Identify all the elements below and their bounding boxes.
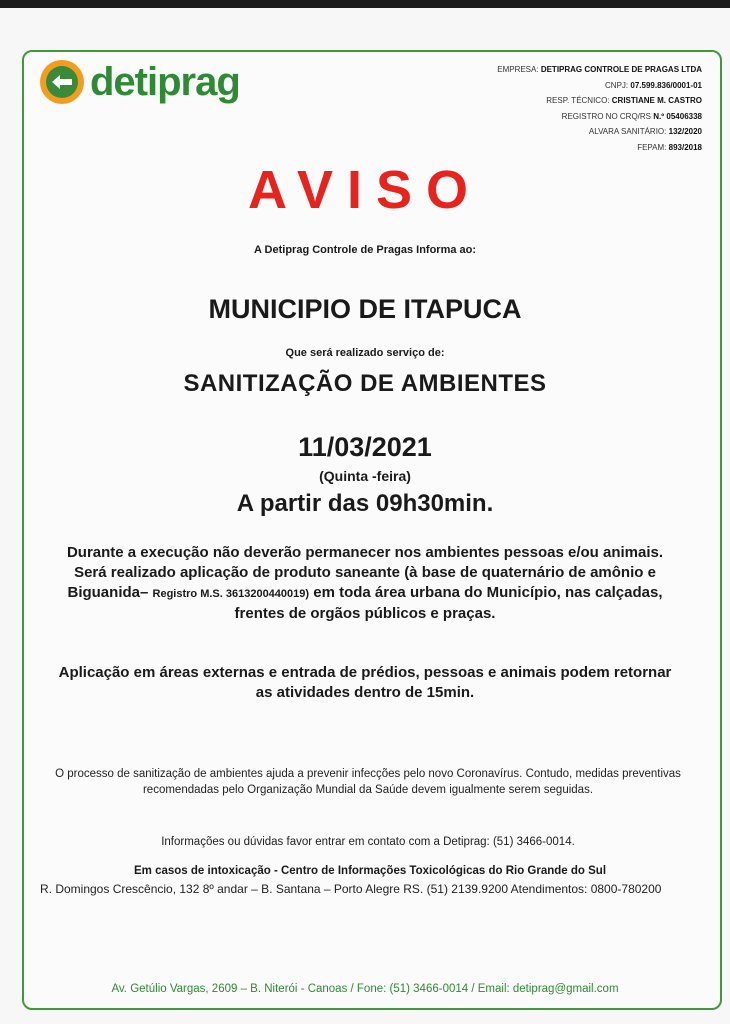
arrow-logo-icon bbox=[40, 60, 84, 104]
servico-label: Que será realizado serviço de: bbox=[285, 347, 445, 359]
logo-wordmark: detiprag bbox=[90, 60, 240, 104]
fepam-value: 893/2018 bbox=[668, 142, 702, 152]
informa-line: A Detiprag Controle de Pragas Informa ao: bbox=[253, 244, 477, 256]
fepam-label: FEPAM: bbox=[637, 142, 667, 152]
resp-value: CRISTIANE M. CASTRO bbox=[611, 96, 702, 105]
prevention-note: O processo de sanitização de ambientes ajuda a prevenir infecções pelo novo Coronavírus. Contudo, medidas preventivas recomendadas pelo Organização Mundial da Saúde devem igualmente serem seguidas. bbox=[55, 768, 681, 796]
registro-value: N.º 05406338 bbox=[653, 111, 702, 121]
contact-note: Informações ou dúvidas favor entrar em contato com a Detiprag: (51) 3466-0014. bbox=[161, 836, 575, 848]
resp-label: RESP. TÉCNICO: bbox=[546, 96, 610, 105]
registro-ms: Registro M.S. 3613200440019) bbox=[152, 588, 310, 600]
alvara-label: ALVARA SANITÁRIO: bbox=[588, 127, 667, 136]
service-date: 11/03/2021 bbox=[298, 432, 432, 462]
empresa-label: EMPRESA: bbox=[497, 65, 539, 74]
instructions-line-1: Durante a execução não deverão permanecer nos ambientes pessoas e/ou animais. bbox=[66, 544, 664, 561]
alvara-value: 132/2020 bbox=[668, 127, 702, 136]
instructions-line-2b: em toda área urbana do Município, nas calçadas, frentes de orgãos públicos e praças. bbox=[234, 584, 663, 622]
service-time: A partir das 09h30min. bbox=[236, 490, 494, 517]
servico-heading: SANITIZAÇÃO DE AMBIENTES bbox=[183, 370, 547, 397]
instructions-line-2a: Será realizado aplicação de produto saneante (à base de quaternário de amônio e Biguanida– bbox=[67, 564, 656, 601]
company-info bbox=[497, 62, 702, 155]
municipio-heading: MUNICIPIO DE ITAPUCA bbox=[208, 294, 522, 324]
empresa-value: DETIPRAG CONTROLE DE PRAGAS LTDA bbox=[540, 65, 702, 74]
cnpj-value: 07.599.836/0001-01 bbox=[630, 80, 702, 90]
aviso-title: AVISO bbox=[247, 160, 483, 220]
instructions-line-2 bbox=[50, 563, 680, 624]
emergency-address: R. Domingos Crescêncio, 132 8º andar – B. Santana – Porto Alegre RS. (51) 2139.9200 Atendimentos: 0800-780200 bbox=[40, 882, 662, 896]
registro-label: REGISTRO NO CRQ/RS bbox=[561, 111, 652, 121]
detiprag-logo bbox=[40, 58, 240, 106]
service-weekday: (Quinta -feira) bbox=[319, 468, 411, 484]
cnpj-label: CNPJ: bbox=[605, 80, 629, 90]
return-paragraph: Aplicação em áreas externas e entrada de prédios, pessoas e animais podem retornar as atividades dentro de 15min. bbox=[58, 664, 672, 701]
instructions-paragraph bbox=[50, 543, 680, 624]
emergency-title: Em casos de intoxicação - Centro de Informações Toxicológicas do Rio Grande do Sul bbox=[133, 865, 607, 877]
top-bar bbox=[0, 0, 730, 8]
footer-address: Av. Getúlio Vargas, 2609 – B. Niterói - Canoas / Fone: (51) 3466-0014 / Email: detiprag@gmail.com bbox=[111, 983, 619, 995]
